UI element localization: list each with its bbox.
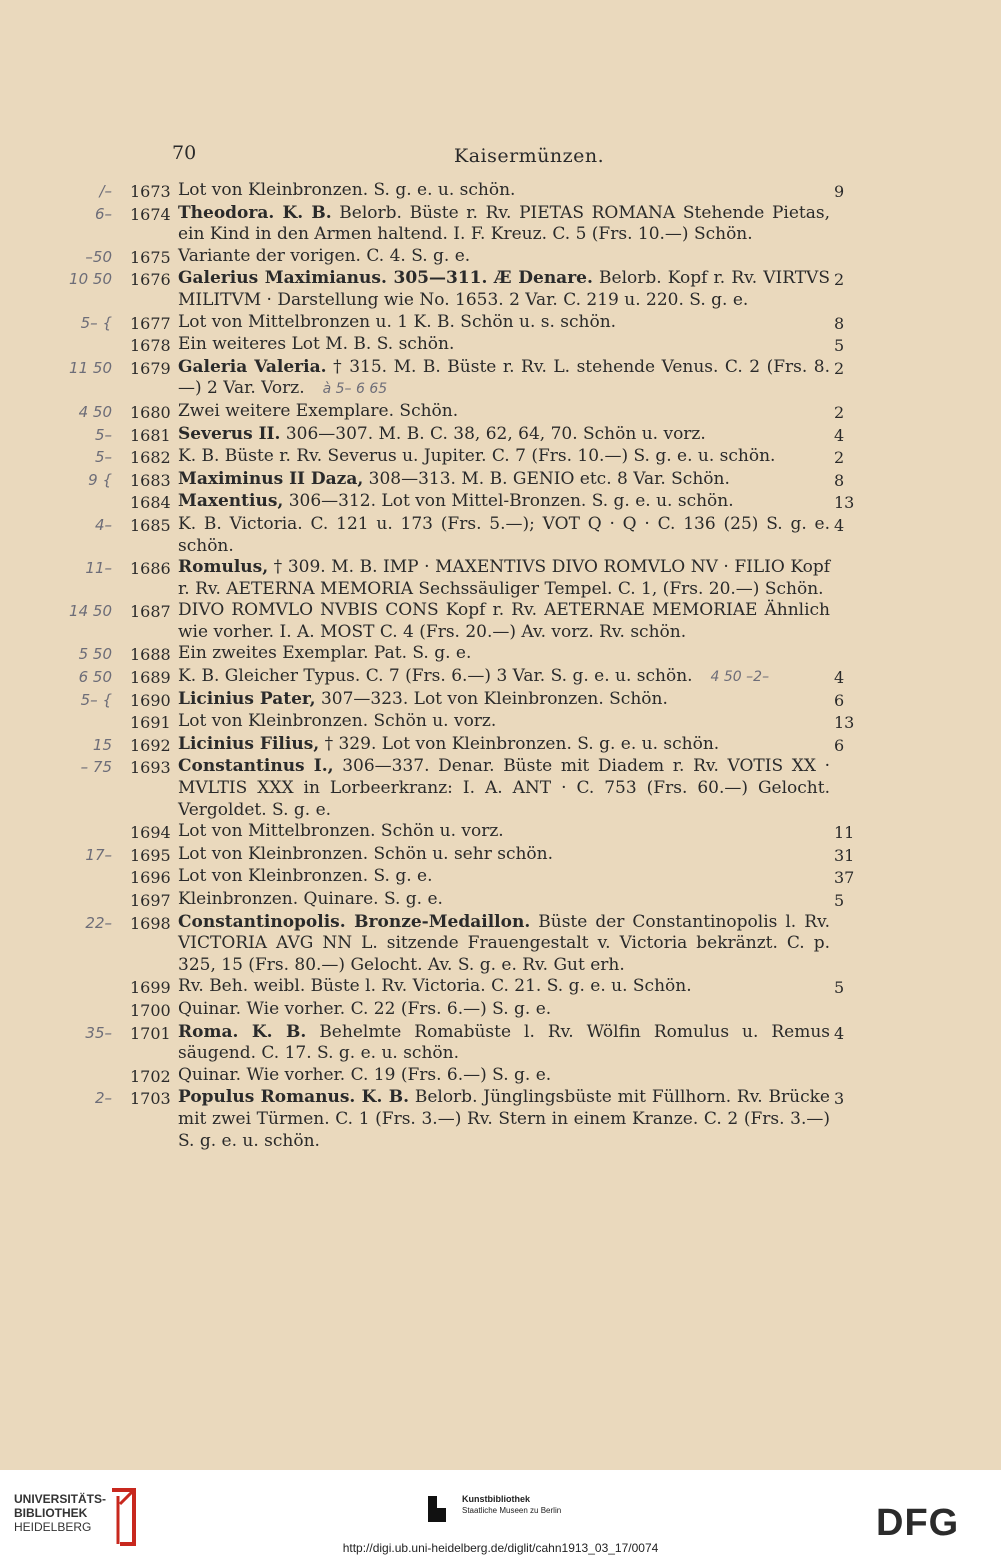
lot-description: [178, 844, 830, 867]
lot-text: Behelmte Romabüste l. Rv. Wölfin Romulus u. Remus säugend. C. 17. S. g. e. u. schön.: [178, 1021, 830, 1064]
lot-text: Lot von Kleinbronzen. S. g. e.: [178, 866, 433, 887]
pencil-annotation: 5– {: [80, 690, 112, 709]
pencil-annotation: 22–: [85, 913, 112, 932]
catalogue-entry: [0, 469, 1001, 492]
lot-description: [178, 424, 830, 447]
lot-heading: Romulus,: [178, 557, 269, 578]
pencil-annotation: 5–: [94, 425, 112, 444]
lot-number: 1677: [130, 313, 171, 333]
lot-number: 1676: [130, 270, 171, 290]
lot-number: 1682: [130, 448, 171, 468]
lot-text: Lot von Kleinbronzen. S. g. e. u. schön.: [178, 180, 516, 200]
lot-description: [178, 689, 830, 712]
estimate-value: 5: [834, 336, 845, 356]
lot-number: 1698: [130, 913, 171, 933]
lot-heading: Roma. K. B.: [178, 1021, 307, 1042]
pencil-annotation: 35–: [85, 1023, 112, 1042]
estimate-value: [830, 756, 904, 821]
lot-text: 306—307. M. B. C. 38, 62, 64, 70. Schön u. vorz.: [280, 423, 706, 444]
lot-heading: Maximinus II Daza,: [178, 468, 364, 489]
pencil-annotation: 11 50: [69, 358, 112, 377]
lot-description: [178, 866, 830, 889]
lot-description: [178, 976, 830, 999]
pencil-annotation: 4 50: [78, 402, 112, 421]
lot-number: 1701: [130, 1023, 171, 1043]
lot-text: K. B. Victoria. C. 121 u. 173 (Frs. 5.—); VOT Q · Q · C. 136 (25) S. g. e. schön.: [178, 513, 830, 556]
lot-number: 1686: [130, 559, 171, 579]
catalogue-entry: [0, 1087, 1001, 1152]
lot-text: † 329. Lot von Kleinbronzen. S. g. e. u. schön.: [319, 733, 720, 754]
lot-number: 1688: [130, 645, 171, 665]
lot-number: 1675: [130, 247, 171, 267]
lot-heading: Theodora. K. B.: [178, 202, 332, 223]
pencil-annotation: [0, 999, 118, 1000]
lot-description: [178, 756, 830, 821]
estimate-value: 5: [834, 891, 845, 910]
lot-text: Ein weiteres Lot M. B. S. schön.: [178, 334, 455, 355]
pencil-annotation: [0, 491, 118, 492]
lot-number: 1695: [130, 845, 171, 865]
lot-number: 1697: [130, 891, 171, 910]
estimate-value: 13: [834, 493, 855, 513]
estimate-value: 2: [834, 448, 845, 468]
lot-text: 306—337. Denar. Büste mit Diadem r. Rv. VOTIS XX · MVLTIS XXX in Lorbeerkranz: I. A. ANT · C. 753 (Frs. 60.—) Gelocht. Vergoldet. S. g. e.: [178, 756, 830, 820]
estimate-value: [830, 999, 904, 1022]
pencil-note-inline: à 5– 6 65: [322, 381, 388, 398]
lot-text: Belorb. Kopf r. Rv. VIRTVS MILITVM · Darstellung wie No. 1653. 2 Var. C. 219 u. 220. S. g. e.: [178, 268, 830, 310]
estimate-value: 2: [834, 358, 845, 378]
estimate-value: [830, 643, 904, 666]
estimate-value: 9: [834, 182, 845, 201]
catalogue-entry: [0, 756, 1001, 821]
lot-text: K. B. Gleicher Typus. C. 7 (Frs. 6.—) 3 Var. S. g. e. u. schön.: [178, 666, 693, 687]
lot-text: Lot von Kleinbronzen. Schön u. vorz.: [178, 711, 497, 732]
catalogue-entries: [0, 180, 1001, 1152]
lot-description: [178, 312, 830, 335]
estimate-value: 8: [834, 470, 845, 490]
lot-description: [178, 246, 830, 269]
lot-heading: Constantinopolis. Bronze-Medaillon.: [178, 911, 531, 932]
lot-heading: Licinius Filius,: [178, 733, 320, 754]
pencil-annotation: 10 50: [69, 270, 112, 289]
estimate-value: 4: [834, 1023, 845, 1043]
lot-description: [178, 821, 830, 844]
lot-number: 1680: [130, 402, 171, 422]
estimate-value: 6: [834, 690, 845, 710]
lot-description: [178, 999, 830, 1022]
lot-description: [178, 912, 830, 977]
estimate-value: [830, 246, 904, 269]
estimate-value: 8: [834, 313, 845, 333]
pencil-annotation: 6–: [94, 204, 112, 223]
estimate-value: 31: [834, 845, 855, 865]
lot-heading: Populus Romanus. K. B.: [178, 1087, 409, 1108]
pencil-annotation: 5 50: [78, 645, 112, 664]
lot-text: 307—323. Lot von Kleinbronzen. Schön.: [315, 688, 668, 709]
kunstbibliothek-name: Kunstbibliothek Staatliche Museen zu Berlin: [462, 1494, 562, 1515]
lot-description: [178, 600, 830, 643]
lot-description: [178, 491, 830, 514]
lot-description: [178, 734, 830, 757]
lot-number: 1687: [130, 602, 171, 622]
lot-description: [178, 334, 830, 357]
lot-number: 1690: [130, 690, 171, 710]
pencil-annotation: [0, 334, 118, 335]
catalogue-entry: [0, 976, 1001, 999]
lot-description: [178, 357, 830, 401]
lot-description: [178, 1087, 830, 1152]
lot-heading: Maxentius,: [178, 491, 284, 512]
estimate-value: 4: [834, 668, 845, 688]
lot-description: [178, 1065, 830, 1088]
lot-description: [178, 469, 830, 492]
lot-number: 1700: [130, 1000, 171, 1020]
estimate-value: 2: [834, 270, 845, 290]
lot-description: [178, 711, 830, 734]
pencil-annotation: [0, 976, 118, 977]
lot-text: Kleinbronzen. Quinare. S. g. e.: [178, 889, 443, 909]
lot-text: † 309. M. B. IMP · MAXENTIVS DIVO ROMVLO NV · FILIO Kopf r. Rv. AETERNA MEMORIA Sechssäuliger Tempel. C. 1, (Frs. 20.—) Schön.: [178, 557, 830, 599]
source-url[interactable]: http://digi.ub.uni-heidelberg.de/diglit/cahn1913_03_17/0074: [342, 1541, 659, 1555]
lot-heading: Licinius Pater,: [178, 688, 316, 709]
catalogue-entry: [0, 312, 1001, 335]
lot-text: Rv. Beh. weibl. Büste l. Rv. Victoria. C. 21. S. g. e. u. Schön.: [178, 976, 692, 997]
pencil-annotation: –50: [85, 247, 112, 266]
lot-number: 1684: [130, 493, 171, 513]
pencil-annotation: [0, 1065, 118, 1066]
lot-number: 1692: [130, 735, 171, 755]
pencil-note-inline: 4 50 –2–: [710, 669, 770, 686]
catalogue-entry: [0, 866, 1001, 889]
lot-description: [178, 557, 830, 600]
lot-number: 1689: [130, 668, 171, 688]
lot-text: Variante der vorigen. C. 4. S. g. e.: [178, 245, 471, 266]
pencil-annotation: [0, 821, 118, 822]
estimate-value: 2: [834, 402, 845, 422]
catalogue-entry: [0, 844, 1001, 867]
estimate-value: 13: [834, 713, 855, 733]
lot-description: [178, 643, 830, 666]
lot-description: [178, 889, 830, 912]
lot-heading: Severus II.: [178, 423, 281, 444]
lot-number: 1694: [130, 823, 171, 843]
lot-number: 1693: [130, 758, 171, 778]
lot-number: 1674: [130, 204, 171, 224]
pencil-annotation: 5– {: [80, 313, 112, 332]
pencil-annotation: 5–: [94, 448, 112, 467]
pencil-annotation: /–: [99, 182, 112, 200]
lot-text: Lot von Mittelbronzen. Schön u. vorz.: [178, 821, 504, 842]
lot-text: Quinar. Wie vorher. C. 22 (Frs. 6.—) S. g. e.: [178, 998, 552, 1019]
lot-text: 308—313. M. B. GENIO etc. 8 Var. Schön.: [363, 468, 730, 489]
kunstbibliothek-logo: [426, 1494, 448, 1524]
lot-number: 1681: [130, 425, 171, 445]
catalogue-entry: [0, 689, 1001, 712]
lot-description: [178, 180, 830, 203]
lot-description: [178, 1022, 830, 1065]
estimate-value: [830, 203, 904, 246]
lot-number: 1702: [130, 1066, 171, 1086]
lot-heading: Constantinus I.,: [178, 756, 334, 777]
lot-text: † 315. M. B. Büste r. Rv. L. stehende Venus. C. 2 (Frs. 8.—) 2 Var. Vorz.: [178, 356, 831, 399]
lot-heading: Galerius Maximianus. 305—311. Æ Denare.: [178, 268, 593, 289]
lot-text: Ein zweites Exemplar. Pat. S. g. e.: [178, 643, 472, 664]
university-library-name: UNIVERSITÄTS- BIBLIOTHEK HEIDELBERG: [14, 1492, 107, 1534]
dfg-logo: DFG: [876, 1502, 960, 1544]
lot-text: K. B. Büste r. Rv. Severus u. Jupiter. C. 7 (Frs. 10.—) S. g. e. u. schön.: [178, 446, 776, 467]
running-head: Kaisermünzen.: [454, 145, 605, 167]
lot-text: 306—312. Lot von Mittel-Bronzen. S. g. e. u. schön.: [283, 491, 734, 512]
catalogue-entry: [0, 912, 1001, 977]
lot-description: [178, 203, 830, 246]
estimate-value: 4: [834, 425, 845, 445]
lot-description: [178, 446, 830, 469]
estimate-value: 4: [834, 515, 845, 535]
lot-heading: Galeria Valeria.: [178, 356, 327, 377]
pencil-annotation: 2–: [94, 1089, 112, 1108]
estimate-value: [830, 1065, 904, 1088]
estimate-value: 3: [834, 1089, 845, 1109]
estimate-value: 6: [834, 735, 845, 755]
lot-text: Belorb. Büste r. Rv. PIETAS ROMANA Stehende Pietas, ein Kind in den Armen haltend. I. F. Kreuz. C. 5 (Frs. 10.—) Schön.: [178, 202, 830, 245]
pencil-annotation: – 75: [80, 758, 112, 777]
lot-text: Belorb. Jünglingsbüste mit Füllhorn. Rv. Brücke mit zwei Türmen. C. 1 (Frs. 3.—) Rv. Stern in einem Kranze. C. 2 (Frs. 3.—) S. g. e. u. schön.: [178, 1087, 830, 1151]
lot-number: 1673: [130, 182, 171, 201]
pencil-annotation: 15: [92, 735, 112, 754]
pencil-annotation: 4–: [94, 515, 112, 534]
pencil-annotation: [0, 889, 118, 890]
lot-number: 1699: [130, 978, 171, 998]
estimate-value: 5: [834, 978, 845, 998]
lot-description: [178, 666, 830, 689]
lot-number: 1678: [130, 336, 171, 356]
pencil-annotation: [0, 711, 118, 712]
pencil-annotation: 17–: [85, 845, 112, 864]
pencil-annotation: [0, 866, 118, 867]
lot-number: 1683: [130, 470, 171, 490]
estimate-value: 37: [834, 868, 855, 888]
page-number: 70: [172, 142, 197, 164]
estimate-value: [830, 912, 904, 977]
pencil-annotation: 11–: [85, 559, 112, 578]
lot-text: Büste der Constantinopolis l. Rv. VICTORIA AVG NN L. sitzende Frauengestalt v. Victoria bekränzt. C. p. 325, 15 (Frs. 80.—) Gelocht. Av. S. g. e. Rv. Gut erh.: [178, 911, 830, 975]
pencil-annotation: 14 50: [69, 602, 112, 621]
lot-number: 1703: [130, 1089, 171, 1109]
estimate-value: 11: [834, 823, 855, 843]
lot-number: 1696: [130, 868, 171, 888]
lot-text: Lot von Kleinbronzen. Schön u. sehr schön.: [178, 843, 554, 864]
lot-text: DIVO ROMVLO NVBIS CONS Kopf r. Rv. AETERNAE MEMORIAE Ähnlich wie vorher. I. A. MOST C. 4 (Frs. 20.—) Av. vorz. Rv. schön.: [178, 600, 830, 642]
lot-text: Zwei weitere Exemplare. Schön.: [178, 400, 459, 421]
lot-description: [178, 401, 830, 424]
pencil-annotation: 9 {: [88, 470, 112, 489]
catalogue-entry: [0, 1022, 1001, 1065]
lot-number: 1679: [130, 358, 171, 378]
lot-description: [178, 514, 830, 557]
lot-description: [178, 268, 830, 311]
lot-number: 1685: [130, 515, 171, 535]
lot-text: Lot von Mittelbronzen u. 1 K. B. Schön u. s. schön.: [178, 311, 617, 332]
pencil-annotation: 6 50: [78, 668, 112, 687]
estimate-value: [830, 557, 904, 600]
lot-text: Quinar. Wie vorher. C. 19 (Frs. 6.—) S. g. e.: [178, 1064, 552, 1085]
lot-number: 1691: [130, 713, 171, 733]
estimate-value: [830, 600, 904, 643]
